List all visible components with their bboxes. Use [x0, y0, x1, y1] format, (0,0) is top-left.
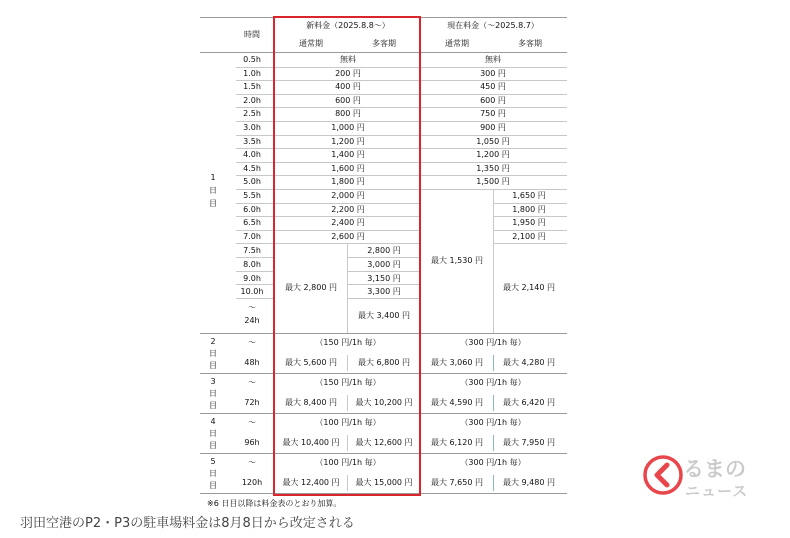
current-rate-cell: （300 円/1h 毎）	[460, 418, 526, 427]
current-fee-cell: 1,350 円	[476, 163, 510, 173]
new-rate-cell: （100 円/1h 毎）	[315, 418, 381, 427]
kuruma-news-logo	[643, 451, 758, 501]
current-fee-cell: 900 円	[480, 123, 506, 132]
new-fee-cell: 2,600 円	[331, 231, 365, 241]
time-cell: 7.5h	[243, 246, 261, 256]
time-cell: 48h	[244, 358, 260, 367]
current-fee-cell: 無料	[485, 55, 501, 64]
new-rate-cell: （150 円/1h 毎）	[315, 378, 381, 387]
new-fee-cell: 400 円	[335, 82, 361, 92]
row-divider	[493, 216, 567, 217]
time-cell: 10.0h	[240, 287, 264, 297]
current-fee-cell: 750 円	[480, 109, 506, 119]
tilde-cell: 〜	[248, 338, 256, 347]
column-divider	[493, 189, 494, 333]
new-rate-cell: （150 円/1h 毎）	[315, 338, 381, 347]
day-label: 3	[210, 377, 216, 386]
new-fee-cell: 200 円	[335, 68, 361, 78]
new-fee-cell: 1,800 円	[331, 177, 365, 187]
footnote: ※6 日目以降は料金表のとおり加算。	[207, 499, 342, 508]
time-cell: 72h	[244, 398, 260, 407]
time-cell: 6.0h	[243, 204, 261, 214]
new-fee-cell: 2,000 円	[331, 191, 365, 200]
time-cell: 2.5h	[243, 109, 261, 119]
new-fee-header: 新料金（2025.8.8〜）	[306, 21, 390, 30]
time-cell: 5.0h	[243, 177, 261, 187]
new-normal-max: 最大 2,800 円	[285, 283, 337, 292]
current-peak-header: 多客期	[518, 39, 542, 48]
new-fee-cell: 1,000 円	[331, 123, 365, 132]
tilde-cell: 〜	[248, 418, 256, 427]
day-label: 目	[209, 441, 217, 450]
current-peak-max: 最大 2,140 円	[503, 283, 555, 292]
current-rate-cell: （300 円/1h 毎）	[460, 458, 526, 467]
new-fee-cell: 600 円	[335, 95, 361, 105]
new-peak-cell: 2,800 円	[367, 246, 401, 256]
day1-label: 1	[210, 173, 216, 182]
new-peak-max: 最大 12,600 円	[355, 438, 413, 447]
day-label: 日	[209, 349, 217, 358]
column-divider	[493, 435, 494, 451]
day1-label: 日	[209, 186, 217, 195]
current-normal-max: 最大 3,060 円	[431, 358, 483, 367]
kuruma-logo-icon	[643, 455, 683, 495]
logo-text-bottom: ニュース	[685, 482, 749, 500]
new-peak-max: 最大 10,200 円	[355, 398, 413, 407]
time-cell: 6.5h	[243, 218, 261, 228]
current-fee-cell: 450 円	[480, 82, 506, 92]
logo-text-top: るまの	[683, 457, 746, 481]
current-fee-header: 現在料金（〜2025.8.7）	[447, 21, 539, 30]
new-fee-cell: 無料	[340, 55, 356, 64]
time-cell: 3.5h	[243, 136, 261, 146]
new-fee-cell: 1,200 円	[331, 136, 365, 146]
tilde-cell: 〜	[248, 378, 256, 387]
time-cell: 9.0h	[243, 273, 261, 283]
time-cell: 〜	[248, 303, 256, 313]
new-fee-cell: 1,600 円	[331, 163, 365, 173]
new-fee-highlight-box	[273, 16, 421, 496]
day-label: 4	[210, 417, 216, 426]
current-peak-max: 最大 7,950 円	[503, 438, 555, 447]
new-normal-header: 通常期	[299, 39, 323, 48]
new-normal-max: 最大 8,400 円	[285, 398, 337, 407]
row-divider	[236, 257, 273, 258]
new-peak-cell: 3,300 円	[367, 287, 401, 297]
current-fee-cell: 1,050 円	[476, 136, 510, 146]
day-label: 5	[210, 457, 216, 466]
row-divider	[236, 271, 273, 272]
time-cell: 3.0h	[243, 123, 261, 132]
day-label: 日	[209, 389, 217, 398]
row-divider	[236, 298, 273, 299]
tilde-cell: 〜	[248, 458, 256, 467]
time-cell: 1.5h	[243, 82, 261, 92]
time-cell: 4.5h	[243, 163, 261, 173]
current-peak-max: 最大 9,480 円	[503, 478, 555, 487]
row-divider	[493, 230, 567, 231]
current-rate-cell: （300 円/1h 毎）	[460, 338, 526, 347]
new-rate-cell: （100 円/1h 毎）	[315, 458, 381, 467]
day-label: 目	[209, 361, 217, 370]
current-normal-max: 最大 6,120 円	[431, 438, 483, 447]
new-peak-cell: 3,000 円	[367, 260, 401, 269]
day-label: 目	[209, 481, 217, 490]
current-peak-cell: 1,800 円	[512, 204, 546, 214]
new-fee-cell: 2,400 円	[331, 218, 365, 228]
new-peak-cell: 3,150 円	[367, 273, 401, 283]
new-peak-max: 最大 15,000 円	[355, 478, 413, 487]
current-fee-cell: 600 円	[480, 95, 506, 105]
current-fee-cell: 300 円	[480, 68, 506, 78]
time-cell: 2.0h	[243, 95, 261, 105]
day-label: 2	[210, 337, 216, 346]
day-label: 日	[209, 429, 217, 438]
new-peak-max: 最大 6,800 円	[358, 358, 410, 367]
time-cell: 96h	[244, 438, 260, 447]
time-header: 時間	[244, 30, 260, 39]
column-divider	[493, 395, 494, 411]
row-divider	[236, 284, 273, 285]
current-normal-max: 最大 7,650 円	[431, 478, 483, 487]
current-fee-cell: 1,500 円	[476, 177, 510, 187]
time-cell: 5.5h	[243, 191, 261, 200]
time-cell: 120h	[241, 478, 263, 487]
current-normal-max: 最大 1,530 円	[431, 256, 483, 265]
time-cell: 7.0h	[243, 231, 261, 241]
time-cell: 0.5h	[243, 55, 261, 64]
new-normal-max: 最大 5,600 円	[285, 358, 337, 367]
column-divider	[493, 475, 494, 491]
image-caption: 羽田空港のP2・P3の駐車場料金は8月8日から改定される	[20, 516, 355, 531]
row-divider	[493, 243, 567, 244]
time-cell: 24h	[244, 316, 260, 326]
new-peak-header: 多客期	[372, 39, 396, 48]
time-cell: 8.0h	[243, 260, 261, 269]
new-normal-max: 最大 12,400 円	[282, 478, 340, 487]
current-peak-max: 最大 6,420 円	[503, 398, 555, 407]
new-fee-cell: 800 円	[335, 109, 361, 119]
column-divider	[493, 355, 494, 371]
new-fee-cell: 1,400 円	[331, 150, 365, 160]
new-peak-max: 最大 3,400 円	[358, 311, 410, 320]
current-peak-cell: 1,950 円	[512, 218, 546, 228]
time-cell: 4.0h	[243, 150, 261, 160]
current-peak-cell: 1,650 円	[512, 191, 546, 200]
current-rate-cell: （300 円/1h 毎）	[460, 378, 526, 387]
current-normal-header: 通常期	[445, 39, 469, 48]
day-label: 日	[209, 469, 217, 478]
current-normal-max: 最大 4,590 円	[431, 398, 483, 407]
day1-label: 目	[209, 199, 217, 208]
new-fee-cell: 2,200 円	[331, 204, 365, 214]
day-label: 目	[209, 401, 217, 410]
current-peak-max: 最大 4,280 円	[503, 358, 555, 367]
current-peak-cell: 2,100 円	[512, 231, 546, 241]
time-cell: 1.0h	[243, 68, 261, 78]
row-divider	[493, 203, 567, 204]
new-normal-max: 最大 10,400 円	[282, 438, 340, 447]
current-fee-cell: 1,200 円	[476, 150, 510, 160]
